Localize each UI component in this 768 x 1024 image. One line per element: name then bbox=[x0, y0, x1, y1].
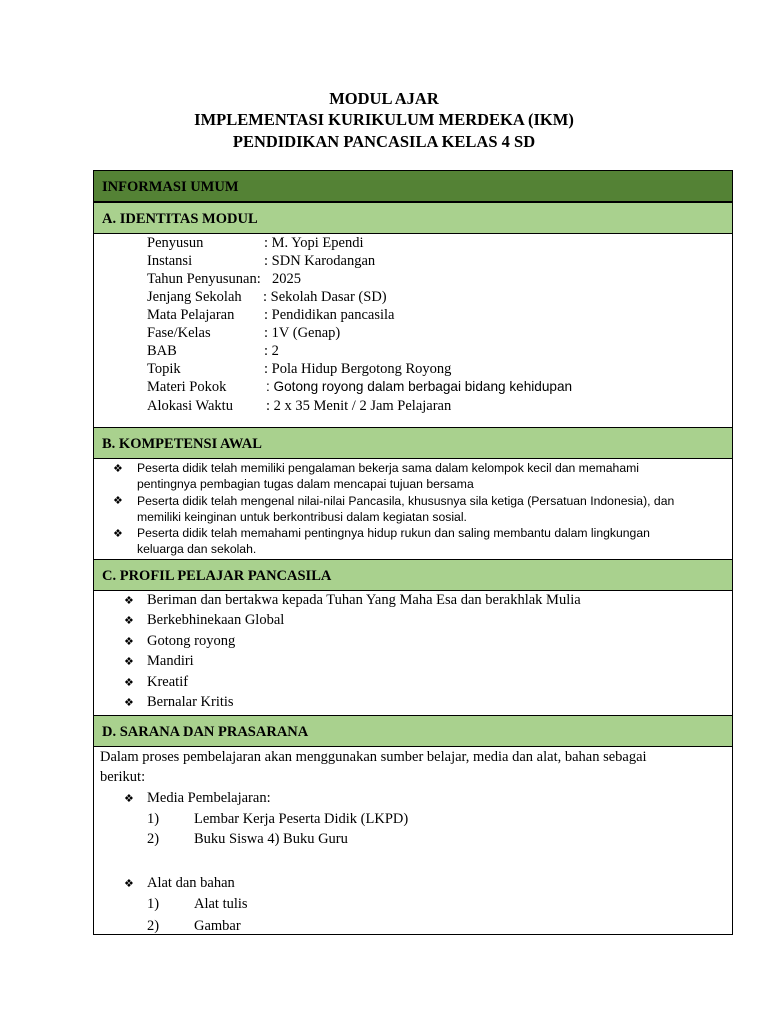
kompetensi-line: memiliki keinginan untuk berkontribusi dalam kegiatan sosial. bbox=[137, 510, 467, 524]
identitas-row bbox=[147, 342, 279, 360]
identitas-row bbox=[147, 397, 452, 415]
media-number: 1) bbox=[147, 811, 160, 827]
identitas-row bbox=[147, 234, 364, 252]
media-item: Buku Siswa 4) Buku Guru bbox=[194, 831, 348, 847]
identitas-row bbox=[147, 306, 395, 324]
identitas-value: : Pendidikan pancasila bbox=[264, 307, 395, 323]
identitas-label: Instansi bbox=[147, 253, 193, 269]
profil-item: Bernalar Kritis bbox=[147, 694, 234, 710]
diamond-bullet-icon: ❖ bbox=[113, 495, 123, 507]
diamond-bullet-icon: ❖ bbox=[113, 463, 123, 475]
identitas-row bbox=[147, 288, 387, 306]
identitas-row bbox=[147, 270, 301, 288]
media-item: Lembar Kerja Peserta Didik (LKPD) bbox=[194, 811, 409, 827]
section-kompetensi-awal: B. KOMPETENSI AWAL bbox=[93, 427, 733, 459]
section-informasi-umum: INFORMASI UMUM bbox=[93, 170, 733, 202]
sarana-intro: Dalam proses pembelajaran akan menggunakan sumber belajar, media dan alat, bahan sebagai bbox=[100, 749, 647, 765]
diamond-bullet-icon: ❖ bbox=[124, 656, 134, 668]
list-item bbox=[137, 460, 722, 492]
doc-subtitle: IMPLEMENTASI KURIKULUM MERDEKA (IKM) bbox=[194, 110, 574, 129]
media-label: Media Pembelajaran: bbox=[147, 790, 271, 806]
identitas-label: Fase/Kelas bbox=[147, 325, 211, 341]
profil-item: Kreatif bbox=[147, 674, 189, 690]
kompetensi-line: keluarga dan sekolah. bbox=[137, 542, 257, 556]
identitas-value: : Sekolah Dasar (SD) bbox=[263, 289, 387, 305]
diamond-bullet-icon: ❖ bbox=[124, 677, 134, 689]
doc-subject: PENDIDIKAN PANCASILA KELAS 4 SD bbox=[232, 132, 536, 151]
diamond-bullet-icon: ❖ bbox=[124, 697, 134, 709]
diamond-bullet-icon: ❖ bbox=[124, 595, 134, 607]
alat-item: Gambar bbox=[194, 918, 241, 934]
identitas-value: : Gotong royong dalam berbagai bidang kehidupan bbox=[266, 379, 573, 394]
identitas-value: 2025 bbox=[272, 271, 301, 287]
identitas-value: : SDN Karodangan bbox=[264, 253, 376, 269]
identitas-label: Alokasi Waktu bbox=[147, 398, 233, 414]
identitas-label: Topik bbox=[147, 361, 181, 377]
identitas-row bbox=[147, 378, 573, 396]
kompetensi-line: pentingnya pembagian tugas dalam mencapai tujuan bersama bbox=[137, 477, 474, 491]
diamond-bullet-icon: ❖ bbox=[124, 878, 134, 890]
kompetensi-line: Peserta didik telah memahami pentingnya hidup rukun dan saling membantu dalam lingkungan bbox=[137, 526, 650, 540]
identitas-value: : 2 bbox=[264, 343, 279, 359]
identitas-label: Tahun Penyusunan: bbox=[147, 271, 261, 287]
diamond-bullet-icon: ❖ bbox=[124, 636, 134, 648]
identitas-value: : 2 x 35 Menit / 2 Jam Pelajaran bbox=[266, 398, 452, 414]
profil-item: Gotong royong bbox=[147, 633, 236, 649]
identitas-row bbox=[147, 360, 452, 378]
list-item bbox=[137, 525, 722, 557]
kompetensi-line: Peserta didik telah memiliki pengalaman bekerja sama dalam kelompok kecil dan memahami bbox=[137, 461, 639, 475]
sarana-intro: berikut: bbox=[100, 769, 146, 785]
identitas-value: : Pola Hidup Bergotong Royong bbox=[264, 361, 452, 377]
identitas-label: BAB bbox=[147, 343, 177, 359]
alat-number: 1) bbox=[147, 896, 160, 912]
table-bottom-border bbox=[93, 934, 733, 935]
identitas-label: Materi Pokok bbox=[147, 379, 227, 395]
diamond-bullet-icon: ❖ bbox=[124, 793, 134, 805]
identitas-value: : M. Yopi Ependi bbox=[264, 235, 364, 251]
media-number: 2) bbox=[147, 831, 160, 847]
identitas-value: : 1V (Genap) bbox=[264, 325, 341, 341]
alat-item: Alat tulis bbox=[194, 896, 248, 912]
identitas-label: Mata Pelajaran bbox=[147, 307, 235, 323]
list-item bbox=[137, 493, 722, 525]
section-profil-pelajar: C. PROFIL PELAJAR PANCASILA bbox=[93, 559, 733, 591]
profil-item: Berkebhinekaan Global bbox=[147, 612, 285, 628]
identitas-row bbox=[147, 324, 341, 342]
diamond-bullet-icon: ❖ bbox=[113, 528, 123, 540]
doc-title: MODUL AJAR bbox=[329, 89, 439, 108]
kompetensi-line: Peserta didik telah mengenal nilai-nilai Pancasila, khususnya sila ketiga (Persatuan Indonesia), dan bbox=[137, 494, 675, 508]
diamond-bullet-icon: ❖ bbox=[124, 615, 134, 627]
section-sarana-prasarana: D. SARANA DAN PRASARANA bbox=[93, 715, 733, 747]
section-identitas-modul: A. IDENTITAS MODUL bbox=[93, 202, 733, 234]
profil-item: Mandiri bbox=[147, 653, 194, 669]
alat-label: Alat dan bahan bbox=[147, 875, 235, 891]
profil-item: Beriman dan bertakwa kepada Tuhan Yang Maha Esa dan berakhlak Mulia bbox=[147, 592, 581, 608]
identitas-row bbox=[147, 252, 376, 270]
identitas-label: Jenjang Sekolah bbox=[147, 289, 242, 305]
alat-number: 2) bbox=[147, 918, 160, 934]
identitas-label: Penyusun bbox=[147, 235, 204, 251]
